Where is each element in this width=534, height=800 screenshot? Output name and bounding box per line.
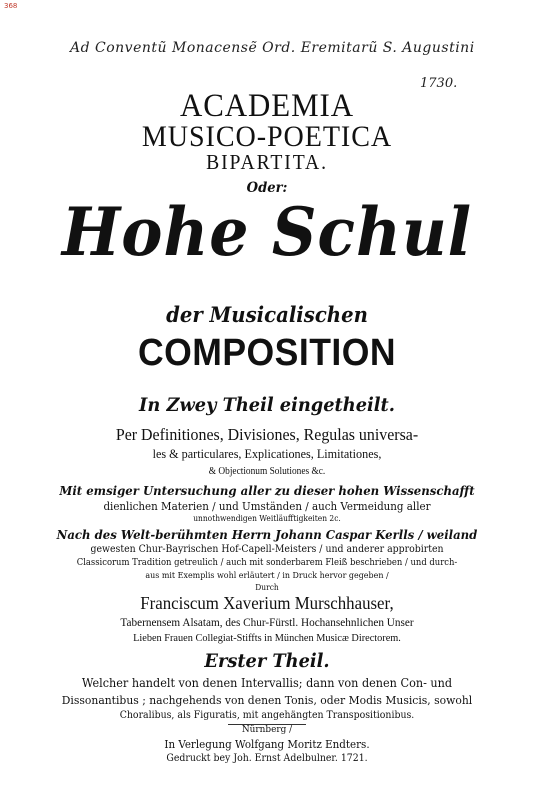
author-name: Franciscum Xaverium Murschhauser, xyxy=(140,593,394,613)
part-description-line: Dissonantibus ; nachgehends von denen Tonis, oder Modis Musicis, sowohl xyxy=(61,693,473,707)
catalog-number: 368 xyxy=(4,2,18,10)
imprint-place: Nürnberg / xyxy=(241,724,293,735)
german-description-line: unnothwendigen Weitläufftigkeiten 2c. xyxy=(193,514,341,523)
handwritten-ownership-note: Ad Conventũ Monacensẽ Ord. Eremitarũ S. Augustini xyxy=(70,40,475,56)
imprint-printer: Gedruckt bey Joh. Ernst Adelbulner. 1721. xyxy=(166,753,368,764)
title-der-musicalischen: der Musicalischen xyxy=(166,302,368,327)
title-bipartita: BIPARTITA. xyxy=(206,150,328,174)
author-affiliation-line: Tabernensem Alsatam, des Chur-Fürstl. Hochansehnlichen Unser xyxy=(120,615,414,629)
author-durch: Durch xyxy=(255,583,279,592)
latin-description-line: Per Definitiones, Divisiones, Regulas universa- xyxy=(115,425,419,444)
kerll-line: Classicorum Tradition getreulich / auch mit sonderbarem Fleiß beschrieben / und durch- xyxy=(76,558,458,568)
latin-description-line: les & particulares, Explicationes, Limitationes, xyxy=(152,446,382,461)
title-hohe-schul: Hohe Schul xyxy=(61,193,473,271)
part-title: Erster Theil. xyxy=(204,650,330,672)
german-description-line: dienlichen Materien / und Umständen / auch Vermeidung aller xyxy=(103,500,431,513)
title-zwey-theil: In Zwey Theil eingetheilt. xyxy=(139,394,395,416)
handwritten-year: 1730. xyxy=(420,76,458,91)
kerll-line: aus mit Exemplis wohl erläutert / in Druck hervor gegeben / xyxy=(145,571,389,581)
kerll-line: gewesten Chur-Bayrischen Hof-Capell-Meisters / und anderer approbirten xyxy=(90,544,444,555)
part-description-line: Welcher handelt von denen Intervallis; dann von denen Con- und xyxy=(81,676,453,690)
title-musico-poetica: MUSICO-POETICA xyxy=(141,120,393,153)
kerll-line: Nach des Welt-berühmten Herrn Johann Caspar Kerlls / weiland xyxy=(56,527,478,542)
title-academia: ACADEMIA xyxy=(180,88,354,124)
part-description-line: Choralibus, als Figuratis, mit angehängten Transpositionibus. xyxy=(119,710,415,721)
title-composition: COMPOSITION xyxy=(137,332,397,374)
latin-description-line: & Objectionum Solutiones &c. xyxy=(208,466,326,477)
title-oder: Oder: xyxy=(246,180,288,196)
author-affiliation-line: Lieben Frauen Collegiat-Stiffts in München Musicæ Directorem. xyxy=(133,632,401,644)
imprint-publisher: In Verlegung Wolfgang Moritz Endters. xyxy=(164,738,370,751)
german-description-line: Mit emsiger Untersuchung aller zu dieser hohen Wissenschafft xyxy=(59,483,475,498)
